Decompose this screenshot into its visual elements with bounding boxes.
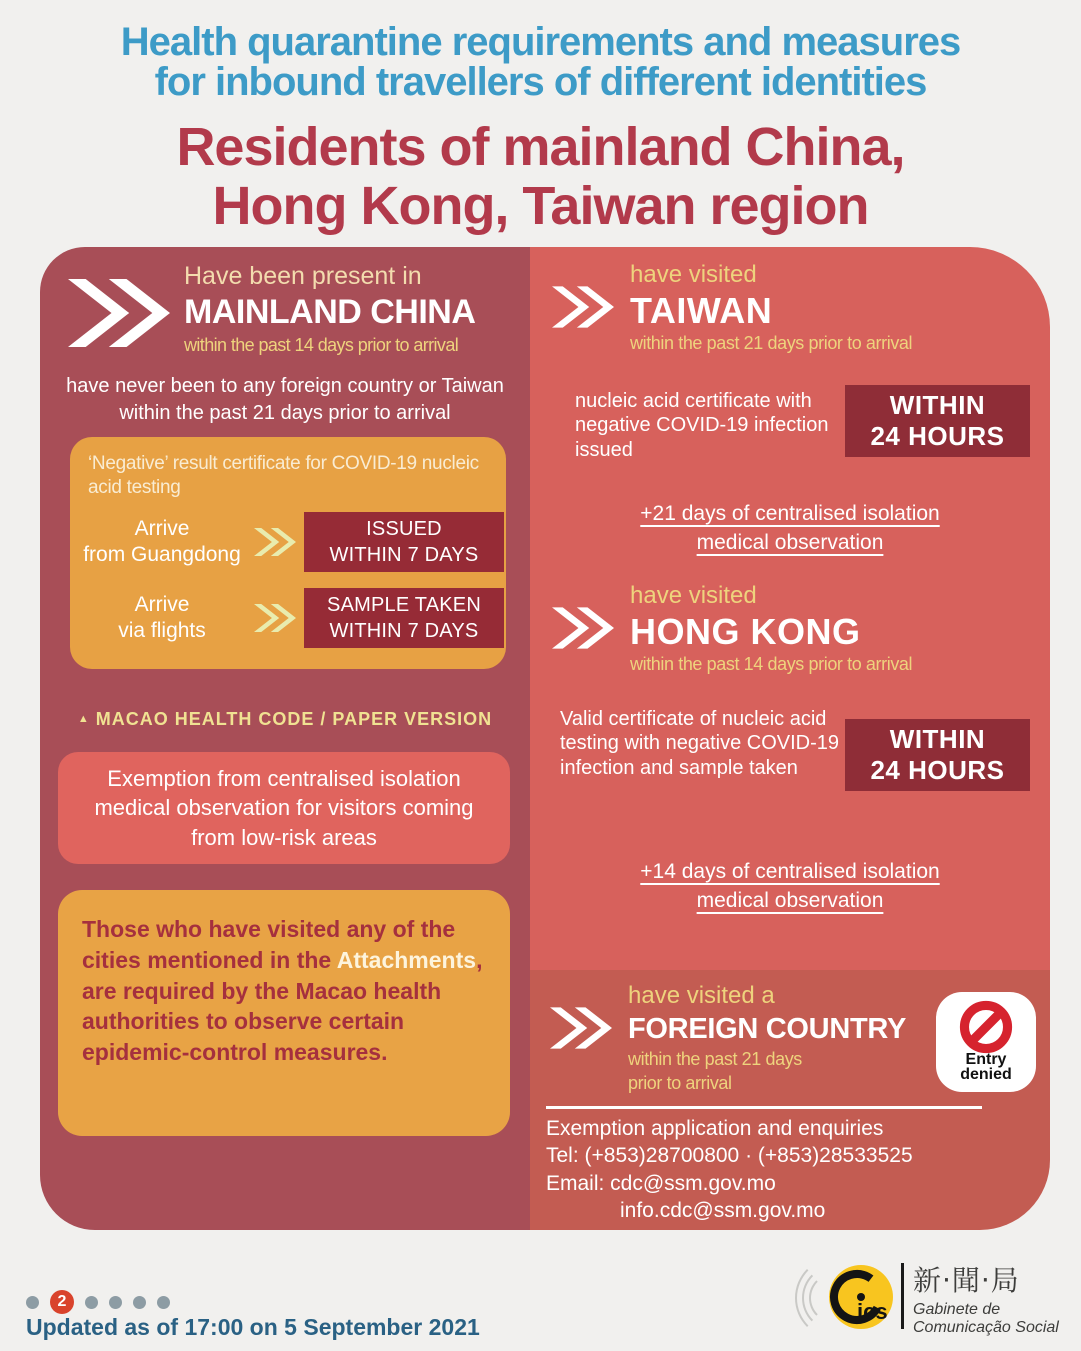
contact-title: Exemption application and enquiries <box>546 1117 884 1140</box>
sample-taken-within-7-days-chip <box>304 588 504 648</box>
taiwan-period: within the past 21 days prior to arrival <box>630 333 913 354</box>
mainland-region: MAINLAND CHINA <box>184 293 476 332</box>
small-chevron-icon <box>254 524 296 560</box>
pagination-dot <box>85 1296 98 1309</box>
contact-email: Email: cdc@ssm.gov.mo <box>546 1171 776 1195</box>
chip-line1: ISSUED <box>366 517 442 540</box>
double-chevron-icon <box>550 986 612 1070</box>
triangle-icon: ▲ <box>77 713 89 725</box>
attachments-note-post: , are required by the Macao health authorities to observe certain epidemic-control measures. <box>82 946 483 1066</box>
mainland-note: have never been to any foreign country or Taiwan within the past 21 days prior to arrival <box>66 375 504 424</box>
cert-row-guangdong <box>70 512 506 572</box>
exemption-note-text: Exemption from centralised isolation medical observation for visitors coming from low-risk areas <box>94 766 474 850</box>
logo-text-block <box>913 1259 1059 1338</box>
attachments-highlight: Attachments <box>336 946 477 973</box>
exemption-note-box <box>58 752 510 864</box>
chip-line1: WITHIN <box>889 390 986 421</box>
taiwan-isolation-note: +21 days of centralised isolation medical observation <box>640 502 940 555</box>
updated-timestamp: Updated as of 17:00 on 5 September 2021 <box>26 1314 480 1340</box>
cert-label-line2: from Guangdong <box>83 542 241 566</box>
gcs-logo-mark-icon <box>823 1261 895 1333</box>
mainland-intro: Have been present in <box>184 262 422 290</box>
hongkong-intro: have visited <box>630 582 757 609</box>
logo-portuguese-name-line2: Comunicação Social <box>913 1319 1059 1337</box>
chip-line2: WITHIN 7 DAYS <box>329 619 479 642</box>
foreign-period <box>628 1047 906 1096</box>
mainland-china-heading <box>68 261 475 361</box>
pagination-dot <box>157 1296 170 1309</box>
chip-line2: 24 HOURS <box>870 421 1005 451</box>
logo-divider-bar <box>901 1263 904 1329</box>
logo-chinese-name: 新‧聞‧局 <box>913 1264 1020 1297</box>
foreign-intro: have visited a <box>628 982 775 1009</box>
contact-email-alt: info.cdc@ssm.gov.mo <box>620 1198 826 1222</box>
main-title-line1: Health quarantine requirements and measures <box>120 20 961 64</box>
cert-row-label <box>78 516 246 566</box>
page-number: 2 <box>57 1293 67 1310</box>
chip-line1: SAMPLE TAKEN <box>327 593 481 616</box>
small-chevron-icon <box>254 600 296 636</box>
mainland-period: within the past 14 days prior to arrival <box>184 335 459 356</box>
entry-denied-label <box>936 1052 1036 1082</box>
chip-line2: 24 HOURS <box>870 755 1005 785</box>
subtitle-line2: Hong Kong, Taiwan region <box>212 176 869 237</box>
pagination-dot-active <box>50 1290 74 1314</box>
attachments-note-box <box>58 890 510 1136</box>
main-title-line2: for inbound travellers of different identities <box>154 60 927 104</box>
chip-line2: WITHIN 7 DAYS <box>329 543 479 566</box>
entry-denied-line2: denied <box>960 1066 1012 1084</box>
hongkong-heading <box>552 582 912 677</box>
attachments-note-pre: Those who have visited any of the cities mentioned in the <box>82 916 456 973</box>
pagination-dot <box>109 1296 122 1309</box>
pagination-dot <box>133 1296 146 1309</box>
taiwan-heading <box>552 261 912 356</box>
page-header <box>0 22 1081 237</box>
chip-line1: WITHIN <box>889 724 986 755</box>
contact-tel: Tel: (+853)28700800 · (+853)28533525 <box>546 1144 913 1168</box>
hongkong-period: within the past 14 days prior to arrival <box>630 654 913 675</box>
double-chevron-icon <box>68 265 170 361</box>
hongkong-region: HONG KONG <box>630 610 861 652</box>
issued-within-7-days-chip <box>304 512 504 572</box>
mainland-china-panel <box>40 247 530 1230</box>
foreign-region: FOREIGN COUNTRY <box>628 1012 906 1045</box>
cert-label-line1: Arrive <box>134 593 190 617</box>
taiwan-hongkong-panel <box>530 247 1050 970</box>
hongkong-isolation-note: +14 days of centralised isolation medical observation <box>640 860 940 913</box>
negative-certificate-box <box>70 437 506 669</box>
entry-denied-badge <box>936 992 1036 1092</box>
entry-denied-line1: Entry <box>965 1051 1007 1068</box>
subtitle-line1: Residents of mainland China, <box>176 117 905 177</box>
taiwan-within-24-hours-chip <box>845 385 1030 457</box>
cert-label-line1: Arrive <box>134 517 190 541</box>
foreign-country-heading <box>550 982 906 1096</box>
divider-line <box>546 1106 982 1109</box>
taiwan-intro: have visited <box>630 261 757 288</box>
macao-health-code-label <box>40 709 530 730</box>
foreign-period-line2: prior to arrival <box>628 1073 732 1094</box>
page-indicator-dots <box>26 1290 170 1314</box>
logo-portuguese-name-line1: Gabinete de <box>913 1301 1001 1318</box>
hongkong-within-24-hours-chip <box>845 719 1030 791</box>
gcs-logo <box>795 1255 1067 1339</box>
svg-text:ics: ics <box>857 1299 888 1324</box>
hongkong-requirement: Valid certificate of nucleic acid testing with negative COVID-19 infection and sample taken <box>560 708 840 779</box>
double-chevron-icon <box>552 265 614 349</box>
foreign-period-line1: within the past 21 days <box>628 1049 802 1070</box>
health-code-text: MACAO HEALTH CODE / PAPER VERSION <box>95 709 493 729</box>
foreign-country-panel <box>530 970 1050 1230</box>
cert-row-flights <box>70 588 506 648</box>
pagination-dot <box>26 1296 39 1309</box>
contact-block <box>546 1115 913 1224</box>
taiwan-region: TAIWAN <box>630 289 773 331</box>
double-chevron-icon <box>552 586 614 670</box>
no-entry-icon <box>957 998 1015 1056</box>
cert-row-label <box>78 592 246 642</box>
certificate-box-title: ‘Negative’ result certificate for COVID-19 nucleic acid testing <box>88 453 479 498</box>
taiwan-requirement: nucleic acid certificate with negative COVID-19 infection issued <box>575 390 829 461</box>
cert-label-line2: via flights <box>118 618 206 642</box>
